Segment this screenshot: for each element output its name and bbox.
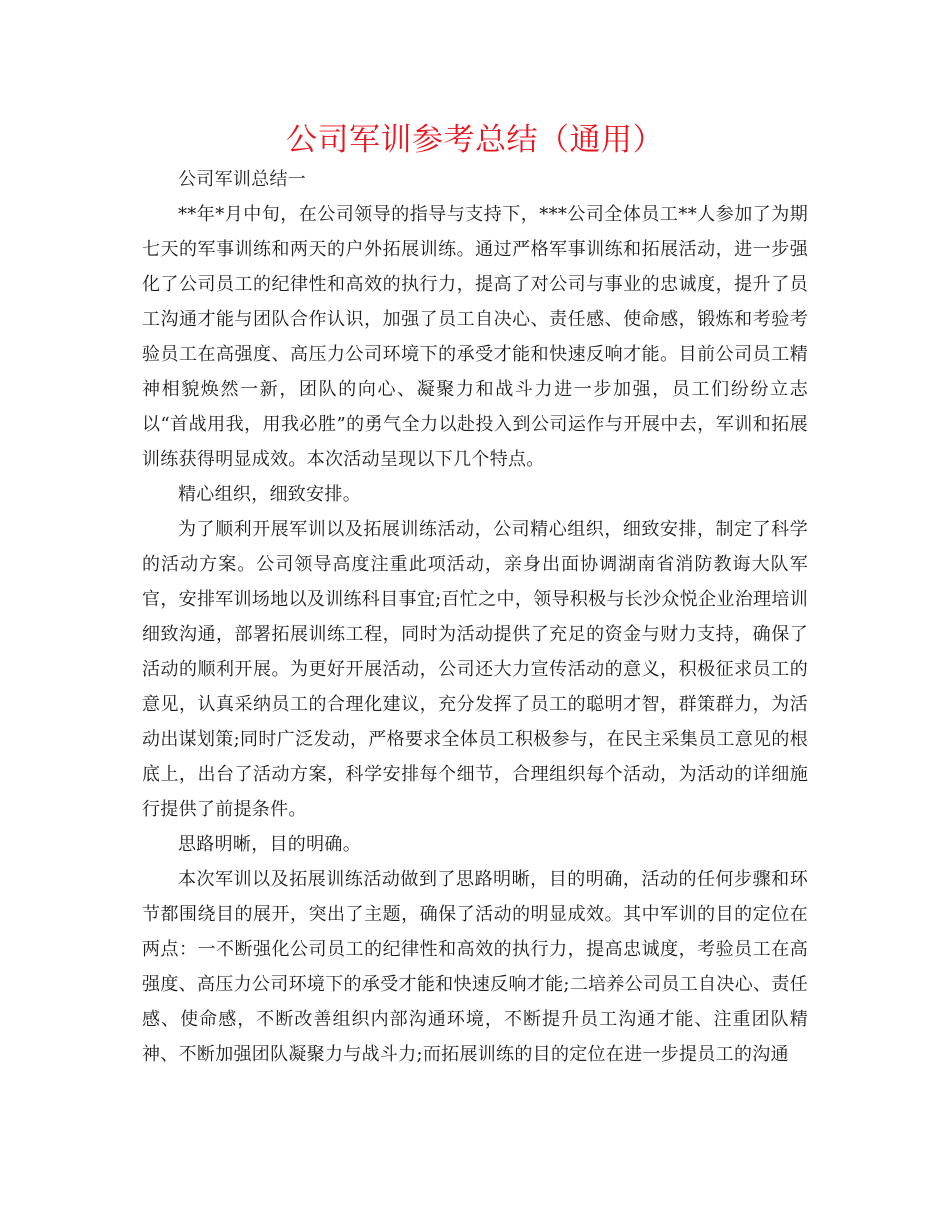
body-paragraph: 本次军训以及拓展训练活动做到了思路明晰，目的明确，活动的任何步骤和环节都围绕目的展开，突出了主题，确保了活动的明显成效。其中军训的目的定位在两点：一不断强化公司员工的纪律性和高效的执行力，提高忠诚度，考验员工在高强度、高压力公司环境下的承受才能和快速反响才能;二培养公司员工自决心、责任感、使命感，不断改善组织内部沟通环境，不断提升员工沟通才能、注重团队精神、不断加强团队凝聚力与战斗力;而拓展训练的目的定位在进一步提员工的沟通 (142, 869, 808, 1065)
section-heading: 公司军训总结一 (178, 169, 307, 190)
document-body (142, 162, 808, 1072)
document-title: 公司军训参考总结（通用） (286, 122, 664, 158)
body-paragraph: **年*月中旬，在公司领导的指导与支持下，***公司全体员工**人参加了为期七天的军事训练和两天的户外拓展训练。通过严格军事训练和拓展活动，进一步强化了公司员工的纪律性和高效的执行力，提高了对公司与事业的忠诚度，提升了员工沟通才能与团队合作认识，加强了员工自决心、责任感、使命感，锻炼和考验考验员工在高强度、高压力公司环境下的承受才能和快速反响才能。目前公司员工精神相貌焕然一新，团队的向心、凝聚力和战斗力进一步加强，员工们纷纷立志以“首战用我，用我必胜”的勇气全力以赴投入到公司运作与开展中去，军训和拓展训练获得明显成效。本次活动呈现以下几个特点。 (142, 204, 808, 470)
body-paragraph: 为了顺利开展军训以及拓展训练活动，公司精心组织，细致安排，制定了科学的活动方案。公司领导高度注重此项活动，亲身出面协调湖南省消防教诲大队军官，安排军训场地以及训练科目事宜;百忙之中，领导积极与长沙众悦企业治理培训细致沟通，部署拓展训练工程，同时为活动提供了充足的资金与财力支持，确保了活动的顺利开展。为更好开展活动，公司还大力宣传活动的意义，积极征求员工的意见，认真采纳员工的合理化建议，充分发挥了员工的聪明才智，群策群力，为活动出谋划策;同时广泛发动，严格要求全体员工积极参与，在民主采集员工意见的根底上，出台了活动方案，科学安排每个细节，合理组织每个活动，为活动的详细施行提供了前提条件。 (142, 519, 808, 820)
section-heading: 精心组织，细致安排。 (178, 484, 361, 505)
section-heading: 思路明晰，目的明确。 (178, 834, 361, 855)
